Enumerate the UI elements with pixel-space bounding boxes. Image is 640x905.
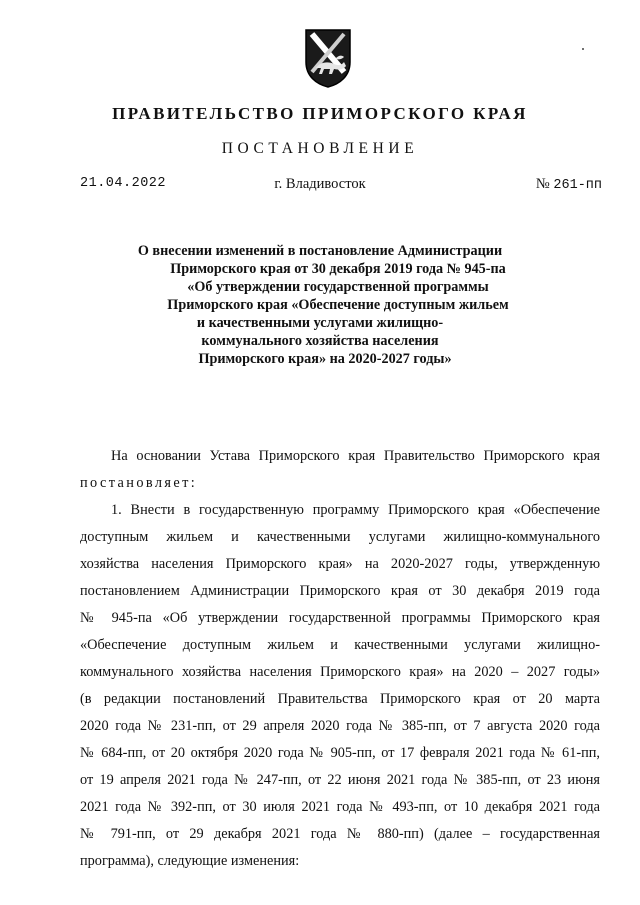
heading-line: Приморского края «Обеспечение доступным жильем [167,297,509,313]
government-title: ПРАВИТЕЛЬСТВО ПРИМОРСКОГО КРАЯ [112,104,528,123]
heading-line: «Об утверждении государственной программы [187,279,489,295]
primorsky-krai-coat-of-arms-icon [302,28,354,88]
body-line: «Обеспечение доступным жильем и качественными услугами жилищно- [80,637,600,653]
body-line: коммунального хозяйства населения Приморского края» на 2020 – 2027 годы» [80,664,600,680]
heading-line: коммунального хозяйства населения [201,333,439,349]
document-city: г. Владивосток [274,176,366,192]
body-line: (в редакции постановлений Правительства Приморского края от 20 марта [80,691,600,707]
body-line: На основании Устава Приморского края Правительство Приморского края [111,448,600,464]
body-line: 2021 года № 392-пп, от 30 июля 2021 года № 493-пп, от 10 декабря 2021 года [80,799,600,815]
heading-line: Приморского края» на 2020-2027 годы» [198,351,452,367]
body-line: хозяйства населения Приморского края» на 2020-2027 годы, утвержденную [80,556,600,572]
scan-speck [582,48,584,50]
number-value: 261-пп [553,178,602,193]
number-prefix: № [535,176,550,192]
body-line: доступным жильем и качественными услугами жилищно-коммунального [80,529,600,545]
heading-line: Приморского края от 30 декабря 2019 года № 945-па [170,261,506,277]
document-type: ПОСТАНОВЛЕНИЕ [221,140,419,157]
body-line: № 684-пп, от 20 октября 2020 года № 905-пп, от 17 февраля 2021 года № 61-пп, [80,745,600,761]
body-line: от 19 апреля 2021 года № 247-пп, от 22 июня 2021 года № 385-пп, от 23 июня [80,772,600,788]
body-line: постановлением Администрации Приморского края от 30 декабря 2019 года [80,583,600,599]
document-date: 21.04.2022 [80,176,167,191]
body-line: 2020 года № 231-пп, от 29 апреля 2020 года № 385-пп, от 7 августа 2020 года [80,718,600,734]
body-line: постановляет: [80,475,198,491]
body-line: № 945-па «Об утверждении государственной программы Приморского края [80,610,600,626]
document-number [536,176,602,193]
body-line: № 791-пп, от 29 декабря 2021 года № 880-пп) (далее – государственная [80,826,600,842]
body-line: программа), следующие изменения: [80,853,300,869]
heading-line: О внесении изменений в постановление Администрации [137,243,503,259]
body-line: 1. Внести в государственную программу Приморского края «Обеспечение [111,502,600,518]
heading-line: и качественными услугами жилищно- [196,315,444,331]
